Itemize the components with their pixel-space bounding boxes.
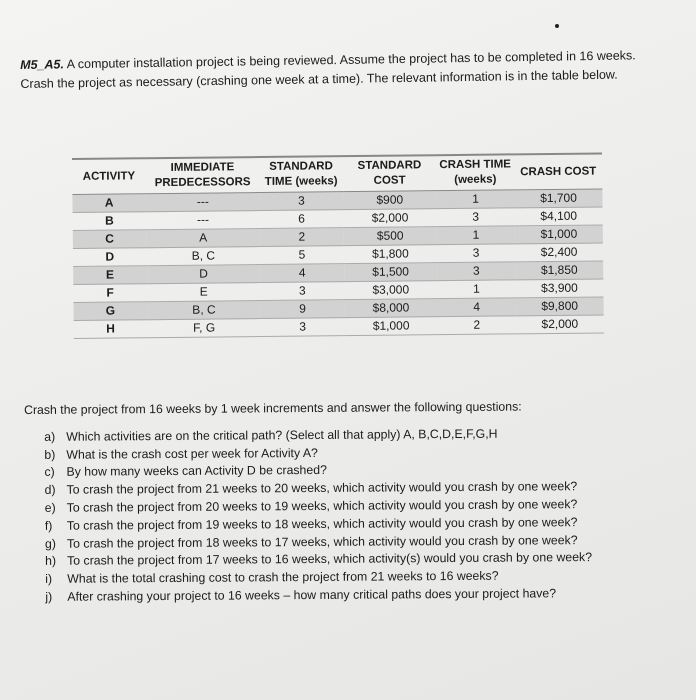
activity-table-container bbox=[72, 152, 614, 339]
cell-activity: A bbox=[72, 194, 146, 213]
cell-predecessors: E bbox=[199, 284, 208, 299]
cell-crash-time: 2 bbox=[473, 317, 481, 332]
cell-standard-cost: $3,000 bbox=[372, 282, 410, 297]
cell-standard-cost: $2,000 bbox=[371, 210, 409, 225]
cell-standard-cost: $1,500 bbox=[344, 263, 437, 282]
cell-standard-cost: $1,800 bbox=[371, 246, 409, 261]
question-text: What is the crash cost per week for Activity A? bbox=[66, 445, 318, 462]
cell-standard-time: 5 bbox=[298, 247, 306, 262]
col-standard-cost: STANDARD COST bbox=[357, 159, 422, 187]
question-marker: c) bbox=[44, 465, 55, 480]
cell-crash-time: 1 bbox=[436, 190, 514, 209]
col-crash-cost: CRASH COST bbox=[520, 165, 597, 178]
cell-standard-cost: $8,000 bbox=[344, 299, 437, 318]
question-text: To crash the project from 18 weeks to 17 weeks, which activity would you crash by one week? bbox=[66, 532, 578, 551]
question-marker: j) bbox=[45, 589, 53, 604]
question-list bbox=[24, 424, 685, 607]
question-text: After crashing your project to 16 weeks – how many critical paths does your project have? bbox=[67, 586, 557, 604]
question-marker: g) bbox=[44, 536, 56, 551]
question-text: To crash the project from 21 weeks to 20 weeks, which activity would you crash by one week? bbox=[66, 479, 578, 497]
cell-standard-time: 6 bbox=[298, 211, 306, 226]
cell-standard-cost: $1,000 bbox=[372, 318, 410, 333]
cell-standard-cost: $500 bbox=[343, 227, 436, 246]
question-marker: e) bbox=[44, 500, 56, 515]
cell-crash-cost: $9,800 bbox=[516, 297, 604, 316]
cell-crash-cost: $3,900 bbox=[541, 280, 578, 296]
cell-predecessors: F, G bbox=[193, 320, 216, 335]
question-marker: i) bbox=[45, 571, 53, 587]
cell-predecessors: D bbox=[147, 265, 261, 284]
question-marker: a) bbox=[44, 429, 56, 444]
cell-crash-time: 4 bbox=[438, 298, 516, 317]
col-standard-time: STANDARD TIME (weeks) bbox=[264, 160, 338, 188]
activity-table bbox=[72, 152, 604, 339]
cell-activity: G bbox=[74, 302, 148, 321]
cell-crash-time: 3 bbox=[437, 262, 515, 281]
cell-predecessors: B, C bbox=[147, 301, 261, 320]
problem-text: A computer installation project is being reviewed. Assume the project has to be completed in 16 weeks. Crash the project as necessary (crashing one week at a time). The relevant information is in the table below. bbox=[20, 48, 636, 91]
cell-crash-time: 1 bbox=[437, 226, 515, 245]
question-marker: b) bbox=[44, 447, 56, 462]
questions-section bbox=[24, 397, 685, 606]
cell-predecessors: A bbox=[146, 229, 260, 248]
table-header-row bbox=[72, 153, 602, 194]
cell-predecessors: --- bbox=[146, 193, 260, 212]
cell-crash-cost: $1,700 bbox=[514, 189, 602, 208]
cell-standard-time: 9 bbox=[261, 300, 345, 319]
cell-crash-time: 1 bbox=[473, 281, 480, 296]
cell-crash-time: 3 bbox=[472, 209, 480, 224]
question-item bbox=[45, 584, 685, 606]
cell-crash-cost: $2,000 bbox=[541, 316, 579, 332]
cell-standard-time: 3 bbox=[299, 319, 307, 334]
cell-crash-cost: $2,400 bbox=[540, 244, 578, 260]
cell-predecessors: --- bbox=[196, 212, 210, 227]
cell-activity: D bbox=[105, 249, 115, 264]
question-text: What is the total crashing cost to crash the project from 21 weeks to 16 weeks? bbox=[67, 568, 499, 586]
col-activity: ACTIVITY bbox=[82, 169, 136, 183]
cell-activity: E bbox=[73, 266, 147, 285]
cell-standard-time: 3 bbox=[260, 192, 344, 211]
cell-activity: C bbox=[73, 230, 147, 249]
question-text: To crash the project from 17 weeks to 16 weeks, which activity(s) would you crash by one week? bbox=[67, 550, 593, 569]
cell-predecessors: B, C bbox=[191, 248, 216, 263]
cell-activity: F bbox=[106, 285, 114, 300]
questions-intro: Crash the project from 16 weeks by 1 week increments and answer the following questions: bbox=[24, 399, 522, 417]
question-marker: d) bbox=[44, 482, 56, 498]
question-text: By how many weeks can Activity D be crashed? bbox=[66, 463, 327, 480]
assignment-label: M5_A5. bbox=[20, 57, 65, 72]
question-marker: f) bbox=[44, 518, 53, 533]
question-marker: h) bbox=[45, 554, 57, 569]
col-crash-time: CRASH TIME (weeks) bbox=[439, 158, 512, 186]
cell-activity: H bbox=[106, 321, 115, 336]
cell-standard-time: 3 bbox=[298, 283, 306, 298]
question-text: To crash the project from 20 weeks to 19 weeks, which activity would you crash by one week? bbox=[66, 497, 578, 515]
cell-activity: B bbox=[105, 213, 114, 228]
cell-standard-cost: $900 bbox=[343, 191, 436, 210]
question-text: Which activities are on the critical path? (Select all that apply) A, B,C,D,E,F,G,H bbox=[66, 426, 498, 444]
cell-crash-cost: $4,100 bbox=[540, 208, 578, 224]
cell-crash-cost: $1,000 bbox=[515, 225, 603, 244]
question-text: To crash the project from 19 weeks to 18 weeks, which activity would you crash by one week? bbox=[66, 514, 578, 533]
stray-dot bbox=[555, 24, 559, 28]
col-predecessors: IMMEDIATE PREDECESSORS bbox=[154, 161, 251, 190]
cell-standard-time: 4 bbox=[260, 264, 344, 283]
cell-crash-time: 3 bbox=[472, 245, 480, 260]
problem-statement bbox=[20, 46, 661, 94]
cell-crash-cost: $1,850 bbox=[515, 261, 603, 280]
cell-standard-time: 2 bbox=[260, 228, 344, 247]
